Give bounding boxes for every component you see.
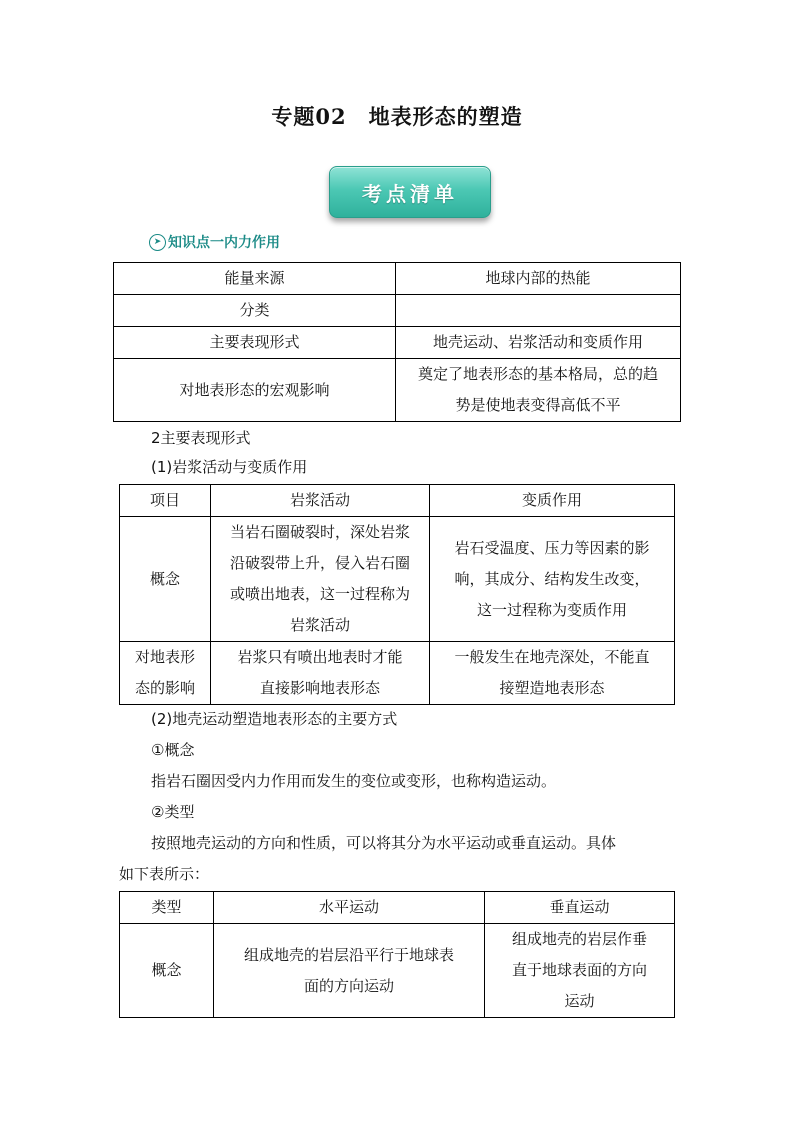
table-header-row xyxy=(120,892,675,924)
table-cell xyxy=(430,642,675,705)
table-row xyxy=(114,263,681,295)
section-label: 知识点一内力作用 xyxy=(168,235,280,251)
table-cell: 概念 xyxy=(120,924,214,1018)
banner-label: 考点清单 xyxy=(362,181,458,206)
table-cell xyxy=(214,924,485,1018)
item-type-text-1: 按照地壳运动的方向和性质，可以将其分为水平运动或垂直运动。具体 xyxy=(151,834,617,852)
title-prefix: 专题02 xyxy=(271,104,347,129)
cell-line: 组成地壳的岩层沿平行于地球表 xyxy=(243,945,454,964)
circled-arrow-icon: ➤ xyxy=(149,234,166,251)
cell-line: 岩浆只有喷出地表时才能 xyxy=(237,648,403,666)
subheading-crust: (2)地壳运动塑造地表形态的主要方式 xyxy=(151,710,398,728)
table-cell: 主要表现形式 xyxy=(114,327,396,359)
table-cell: 地壳运动、岩浆活动和变质作用 xyxy=(396,327,681,359)
section-heading xyxy=(149,232,280,252)
cell-line: 这一过程称为变质作用 xyxy=(476,600,627,619)
table-cell xyxy=(211,517,430,642)
cell-line: 沿破裂带上升，侵入岩石圈 xyxy=(229,554,410,572)
cell-line: 态的影响 xyxy=(134,679,195,697)
table-header: 垂直运动 xyxy=(485,892,675,924)
table-header: 类型 xyxy=(120,892,214,924)
cell-line: 或喷出地表，这一过程称为 xyxy=(229,585,410,603)
page-title xyxy=(0,101,794,131)
cell-line: 一般发生在地壳深处，不能直 xyxy=(454,648,650,666)
table-cell xyxy=(485,924,675,1018)
table-header: 岩浆活动 xyxy=(211,485,430,517)
table-crust-movement xyxy=(119,891,675,1018)
cell-line: 当岩石圈破裂时，深处岩浆 xyxy=(229,523,410,541)
item-type-text-2: 如下表所示： xyxy=(119,865,210,883)
table-row xyxy=(114,327,681,359)
table-cell: 地球内部的热能 xyxy=(396,263,681,295)
table-cell xyxy=(211,642,430,705)
table-row xyxy=(114,295,681,327)
cell-line: 接塑造地表形态 xyxy=(499,679,605,697)
table-header-row xyxy=(120,485,675,517)
table-header: 变质作用 xyxy=(430,485,675,517)
title-main: 地表形态的塑造 xyxy=(368,104,523,129)
table-row xyxy=(120,924,675,1018)
item-concept-label: ①概念 xyxy=(151,741,195,759)
cell-line: 响，其成分、结构发生改变， xyxy=(454,569,650,588)
cell-line: 直于地球表面的方向 xyxy=(511,961,647,979)
table-internal-force xyxy=(113,262,681,422)
table-cell: 分类 xyxy=(114,295,396,327)
cell-line: 岩石受温度、压力等因素的影 xyxy=(454,538,650,557)
cell-line: 奠定了地表形态的基本格局，总的趋 xyxy=(417,365,658,383)
item-concept-text: 指岩石圈因受内力作用而发生的变位或变形，也称构造运动。 xyxy=(151,772,557,790)
cell-line: 运动 xyxy=(564,992,595,1010)
table-row xyxy=(120,517,675,642)
cell-line: 组成地壳的岩层作垂 xyxy=(511,930,647,948)
table-magma-metamorphism xyxy=(119,484,675,705)
cell-line: 势是使地表变得高低不平 xyxy=(455,396,621,414)
table-cell xyxy=(396,359,681,422)
table-cell: 能量来源 xyxy=(114,263,396,295)
subheading-forms: 2主要表现形式 xyxy=(151,429,251,447)
table-cell xyxy=(430,517,675,642)
cell-line: 岩浆活动 xyxy=(289,616,350,634)
table-cell: 对地表形态的宏观影响 xyxy=(114,359,396,422)
subheading-magma: (1)岩浆活动与变质作用 xyxy=(151,458,308,476)
table-cell: 概念 xyxy=(120,517,211,642)
table-row xyxy=(120,642,675,705)
table-cell xyxy=(396,295,681,327)
section-banner xyxy=(329,166,491,218)
cell-line: 直接影响地表形态 xyxy=(259,679,380,697)
table-cell xyxy=(120,642,211,705)
cell-line: 对地表形 xyxy=(134,648,195,666)
table-header: 项目 xyxy=(120,485,211,517)
table-row xyxy=(114,359,681,422)
item-type-label: ②类型 xyxy=(151,803,195,821)
cell-line: 面的方向运动 xyxy=(303,976,394,995)
table-header: 水平运动 xyxy=(214,892,485,924)
